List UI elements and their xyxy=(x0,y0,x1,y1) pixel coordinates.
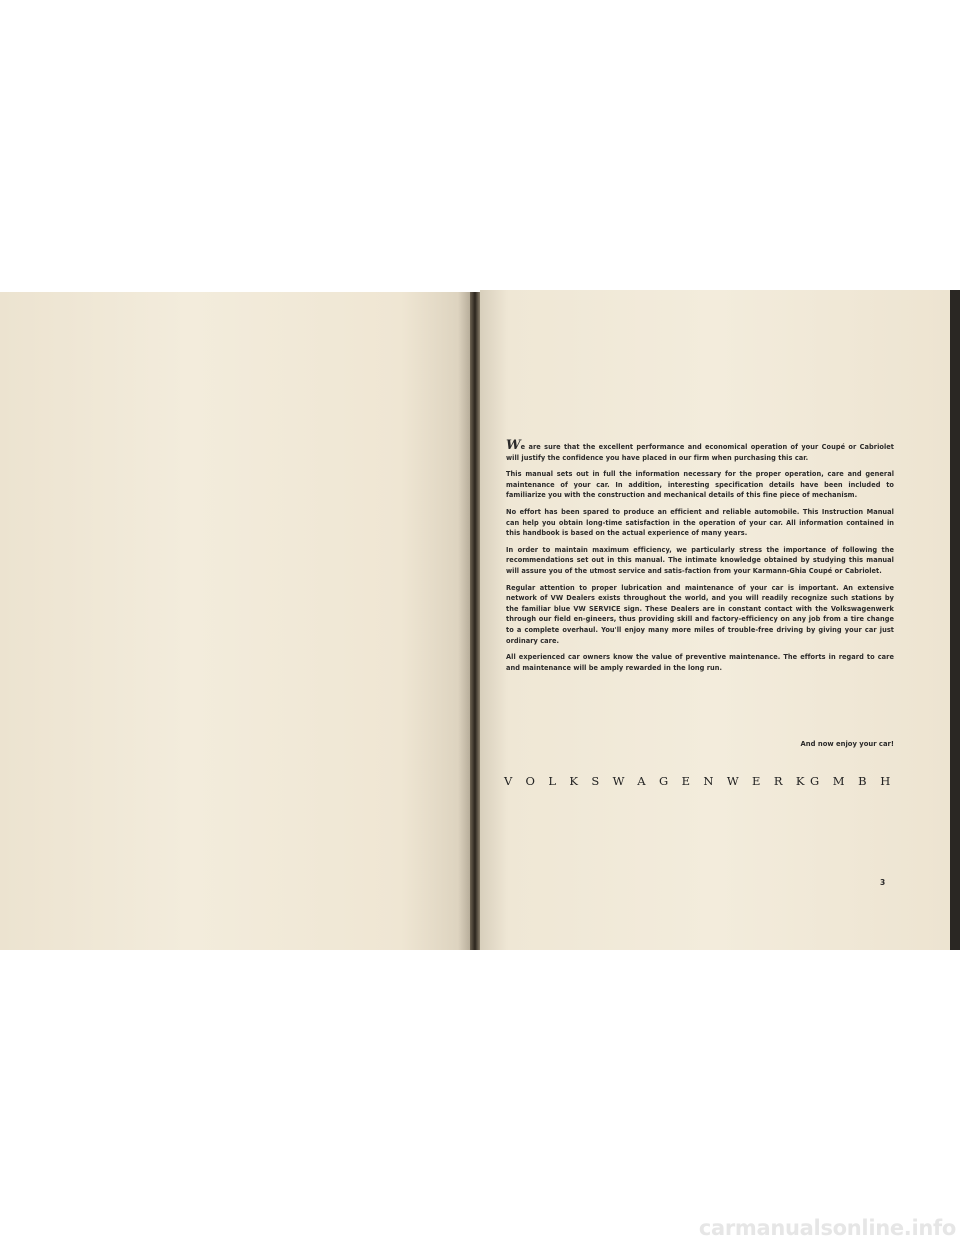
paragraph-4: In order to maintain maximum efficiency, we particularly stress the importance of following the recommendations set out in this manual. The intimate knowledge obtained by studying this manual will assure you of the utmost service and satis-faction from your Karmann-Ghia Coupé or Cabriolet. xyxy=(506,545,894,575)
paragraph-6: All experienced car owners know the value of preventive maintenance. The efforts in regard to care and maintenance will be amply rewarded in the long run. xyxy=(506,653,894,672)
company-signature xyxy=(504,774,904,788)
closing-line: And now enjoy your car! xyxy=(800,740,894,748)
left-page-blank xyxy=(0,292,472,950)
paragraph-1 xyxy=(506,438,894,463)
carmanualsonline-watermark: carmanualsonline.info xyxy=(698,1216,956,1240)
dropcap-letter: W xyxy=(506,438,521,453)
paragraph-1-text: e are sure that the excellent performance and economical operation of your Coupé or Cabriolet will justify the confidence you have placed in our firm when purchasing this car. xyxy=(506,443,894,462)
company-name-volkswagenwerk: VOLKSWAGENWERK xyxy=(504,774,818,788)
company-name-gmbh: GMBH xyxy=(810,774,904,788)
paragraph-5: Regular attention to proper lubrication and maintenance of your car is important. An extensive network of VW Dealers exists throughout the world, and you will readily recognize such stations by the familiar blue VW SERVICE sign. These Dealers are in constant contact with the Volkswagenwerk through our field en-gineers, thus providing skill and factory-efficiency on any job from a tire change to a complete overhaul. You'll enjoy many more miles of trouble-free driving by giving your car just ordinary care. xyxy=(506,583,894,645)
right-page-edge xyxy=(950,290,960,950)
page-number: 3 xyxy=(880,878,886,887)
paragraph-2: This manual sets out in full the information necessary for the proper operation, care and general maintenance of your car. In addition, interesting specification details have been included to familiarize you with the construction and mechanical details of this fine piece of mechanism. xyxy=(506,470,894,500)
paragraph-3: No effort has been spared to produce an efficient and reliable automobile. This Instruction Manual can help you obtain long-time satisfaction in the operation of your car. All information contained in this handbook is based on the actual experience of many years. xyxy=(506,507,894,538)
book-spine xyxy=(470,292,480,950)
foreword-text xyxy=(506,438,894,679)
